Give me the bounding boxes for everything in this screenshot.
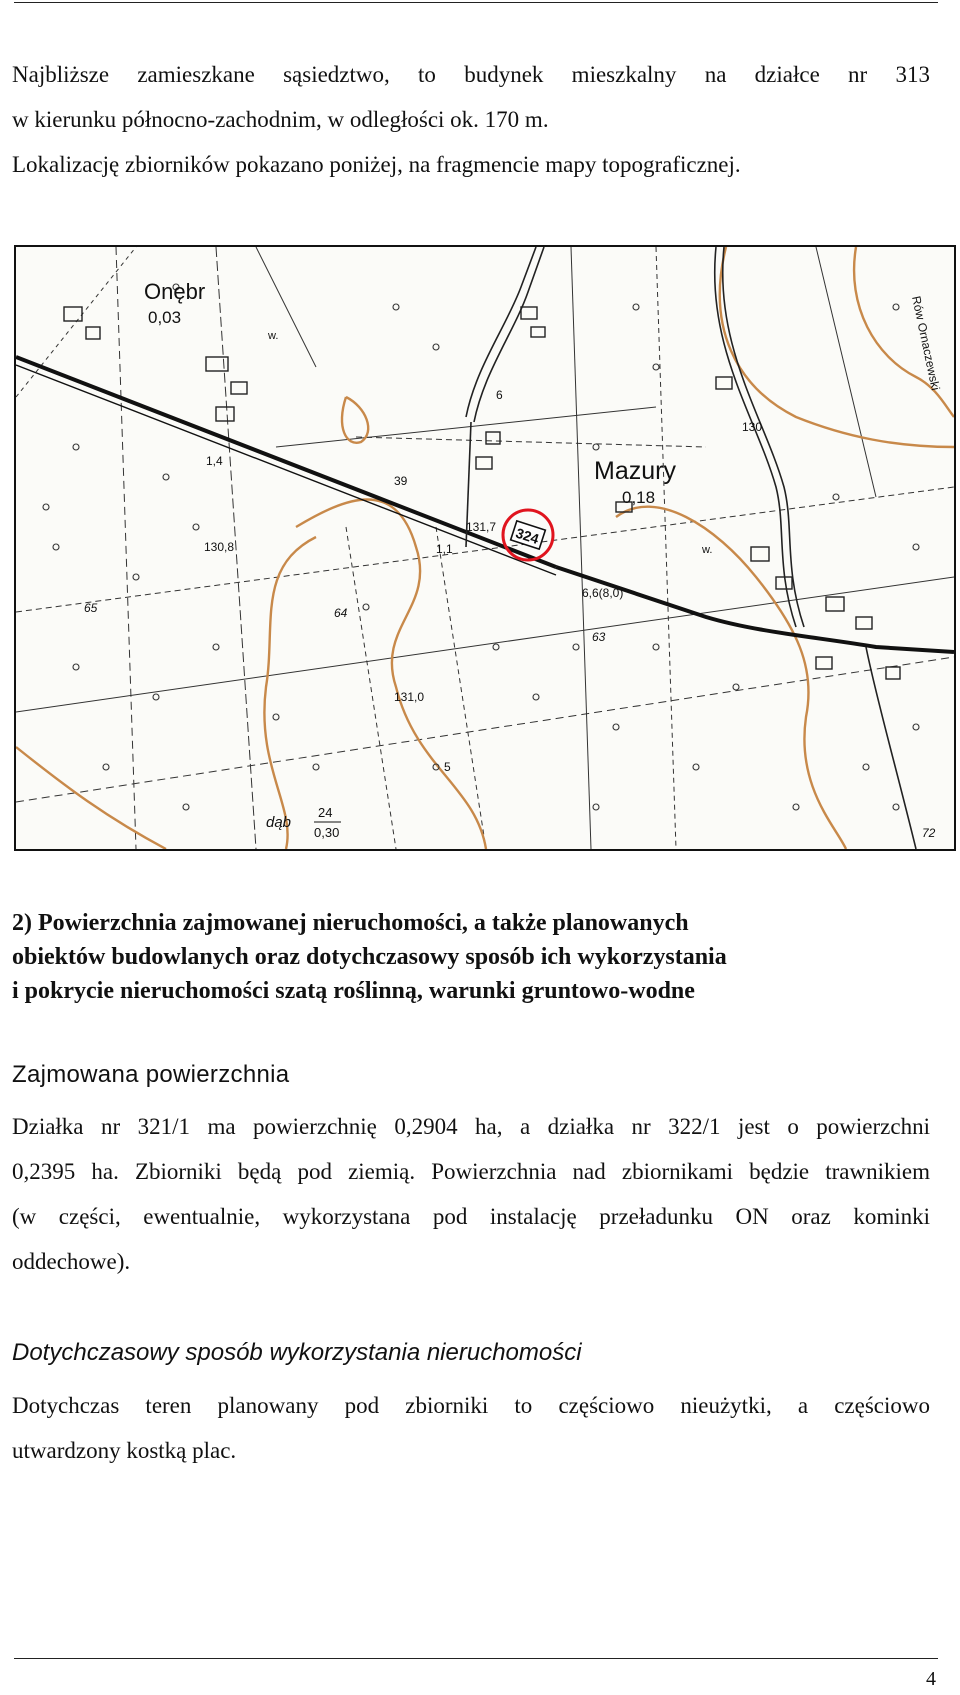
intro-paragraph [12,52,930,187]
number-6: 6 [496,388,503,402]
number-72: 72 [922,826,936,840]
elevation-130-8: 130,8 [204,540,235,554]
area-line-1: Działka nr 321/1 ma powierzchnię 0,2904 ha, a działka nr 322/1 jest o powierzchni [12,1114,930,1139]
map-labels [84,279,943,840]
area-line-3: (w części, ewentualnie, wykorzystana pod instalację przeładunku ON oraz kominki [12,1204,930,1229]
page-number: 4 [926,1668,936,1690]
rail-note: 6,6(8,0) [582,586,624,600]
heading-line-1: 2) Powierzchnia zajmowanej nieruchomości, a także planowanych [12,910,689,936]
previous-use-paragraph [12,1383,930,1473]
number-1-4: 1,4 [206,454,223,468]
buildings [64,307,900,679]
tree-label: dąb [266,814,292,831]
map-dots [43,284,919,810]
number-63: 63 [592,630,606,644]
number-5: 5 [444,760,451,774]
intro-line-2: w kierunku północno-zachodnim, w odległości ok. 170 m. [12,107,549,132]
use-line-2: utwardzony kostką plac. [12,1438,237,1463]
elevation-131-0: 131,0 [394,690,425,704]
intro-line-3: Lokalizację zbiorników pokazano poniżej, na fragmencie mapy topograficznej. [12,152,741,177]
village-onebr-name: Onębr [144,279,206,304]
heading-line-2: obiektów budowlanych oraz dotychczasowy sposób ich wykorzystania [12,944,727,970]
w-label-2: w. [702,544,713,556]
elevation-130: 130 [742,420,763,434]
canal-label: Rów Ornaczewski [909,294,943,392]
section-2-heading [12,906,932,1008]
subheading-previous-use: Dotychczasowy sposób wykorzystania nieruchomości [12,1339,582,1366]
area-line-2: 0,2395 ha. Zbiorniki będą pod ziemią. Powierzchnia nad zbiornikami będzie trawnikiem [12,1159,930,1184]
village-mazury-name: Mazury [594,457,676,485]
number-39: 39 [394,474,408,488]
railway [16,357,954,652]
top-rule [14,2,938,3]
tree-bottom-value: 0,30 [314,825,340,840]
subheading-occupied-area: Zajmowana powierzchnia [12,1061,290,1088]
village-onebr-value: 0,03 [148,308,182,327]
tree-top-value: 24 [318,805,333,820]
w-label-1: w. [268,330,279,342]
heading-line-3: i pokrycie nieruchomości szatą roślinną, warunki gruntowo-wodne [12,978,695,1004]
number-64: 64 [334,606,348,620]
elevation-131-7: 131,7 [466,520,497,534]
village-mazury-value: 0,18 [622,488,656,507]
occupied-area-paragraph [12,1104,930,1284]
number-65: 65 [84,601,98,615]
use-line-1: Dotychczas teren planowany pod zbiorniki to częściowo nieużytki, a częściowo [12,1393,930,1418]
plot-number: 324 [513,524,541,548]
footer-rule [14,1658,938,1659]
map-drawing [16,247,954,849]
number-1-1: 1,1 [436,542,453,556]
location-marker [503,510,553,560]
intro-line-1: Najbliższe zamieszkane sąsiedztwo, to budynek mieszkalny na działce nr 313 [12,62,930,87]
topographic-map [14,245,956,851]
area-line-4: oddechowe). [12,1249,131,1274]
